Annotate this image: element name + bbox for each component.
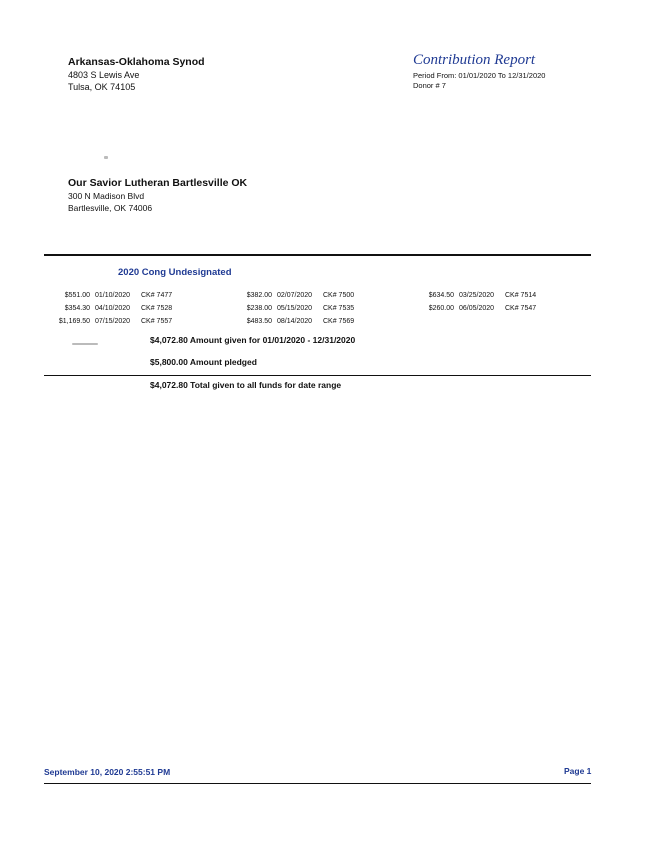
contribution-row bbox=[32, 318, 201, 325]
total-all-funds: $4,072.80 Total given to all funds for date range bbox=[150, 380, 342, 390]
section-divider-top bbox=[44, 254, 591, 256]
contribution-row bbox=[396, 305, 565, 312]
check-number: CK# 7500 bbox=[323, 292, 355, 299]
check-number: CK# 7535 bbox=[323, 305, 355, 312]
check-number: CK# 7477 bbox=[141, 292, 173, 299]
synod-address-line1: 4803 S Lewis Ave bbox=[68, 70, 140, 80]
contribution-date: 05/15/2020 bbox=[277, 305, 313, 312]
page-number: Page 1 bbox=[564, 766, 592, 776]
contribution-row bbox=[32, 292, 201, 299]
scan-artifact bbox=[104, 156, 108, 159]
amount-given-summary: $4,072.80 Amount given for 01/01/2020 - 12/31/2020 bbox=[150, 335, 356, 345]
check-number: CK# 7569 bbox=[323, 318, 355, 325]
contribution-amount: $238.00 bbox=[246, 305, 272, 312]
footer-divider bbox=[44, 783, 591, 784]
contribution-amount: $1,169.50 bbox=[58, 318, 90, 325]
check-number: CK# 7547 bbox=[505, 305, 537, 312]
check-number: CK# 7514 bbox=[505, 292, 537, 299]
report-period: Period From: 01/01/2020 To 12/31/2020 bbox=[413, 71, 546, 80]
synod-name: Arkansas-Oklahoma Synod bbox=[68, 56, 205, 68]
contribution-row bbox=[214, 292, 383, 299]
contribution-date: 02/07/2020 bbox=[277, 292, 313, 299]
contribution-date: 01/10/2020 bbox=[95, 292, 131, 299]
check-number: CK# 7557 bbox=[141, 318, 173, 325]
contribution-date: 03/25/2020 bbox=[459, 292, 495, 299]
fund-title: 2020 Cong Undesignated bbox=[118, 267, 232, 278]
contribution-amount: $354.30 bbox=[64, 305, 90, 312]
contribution-amount: $382.00 bbox=[246, 292, 272, 299]
contribution-amount: $551.00 bbox=[64, 292, 90, 299]
contribution-amount: $260.00 bbox=[428, 305, 454, 312]
synod-address-line2: Tulsa, OK 74105 bbox=[68, 82, 136, 92]
contribution-date: 08/14/2020 bbox=[277, 318, 313, 325]
donor-number: Donor # 7 bbox=[413, 81, 446, 90]
contribution-row bbox=[32, 305, 201, 312]
contribution-date: 06/05/2020 bbox=[459, 305, 495, 312]
contribution-date: 04/10/2020 bbox=[95, 305, 131, 312]
contribution-row bbox=[214, 305, 383, 312]
contribution-row bbox=[214, 318, 383, 325]
contribution-amount: $483.50 bbox=[246, 318, 272, 325]
section-divider-bottom bbox=[44, 375, 591, 376]
report-title: Contribution Report bbox=[413, 52, 536, 68]
amount-pledged-summary: $5,800.00 Amount pledged bbox=[150, 357, 257, 367]
contribution-amount: $634.50 bbox=[428, 292, 454, 299]
scan-artifact bbox=[72, 343, 98, 345]
contribution-date: 07/15/2020 bbox=[95, 318, 131, 325]
recipient-address-line1: 300 N Madison Blvd bbox=[68, 191, 145, 201]
footer-timestamp: September 10, 2020 2:55:51 PM bbox=[44, 767, 171, 777]
recipient-address-line2: Bartlesville, OK 74006 bbox=[68, 203, 153, 213]
check-number: CK# 7528 bbox=[141, 305, 173, 312]
contribution-row bbox=[396, 292, 565, 299]
recipient-name: Our Savior Lutheran Bartlesville OK bbox=[68, 177, 248, 189]
